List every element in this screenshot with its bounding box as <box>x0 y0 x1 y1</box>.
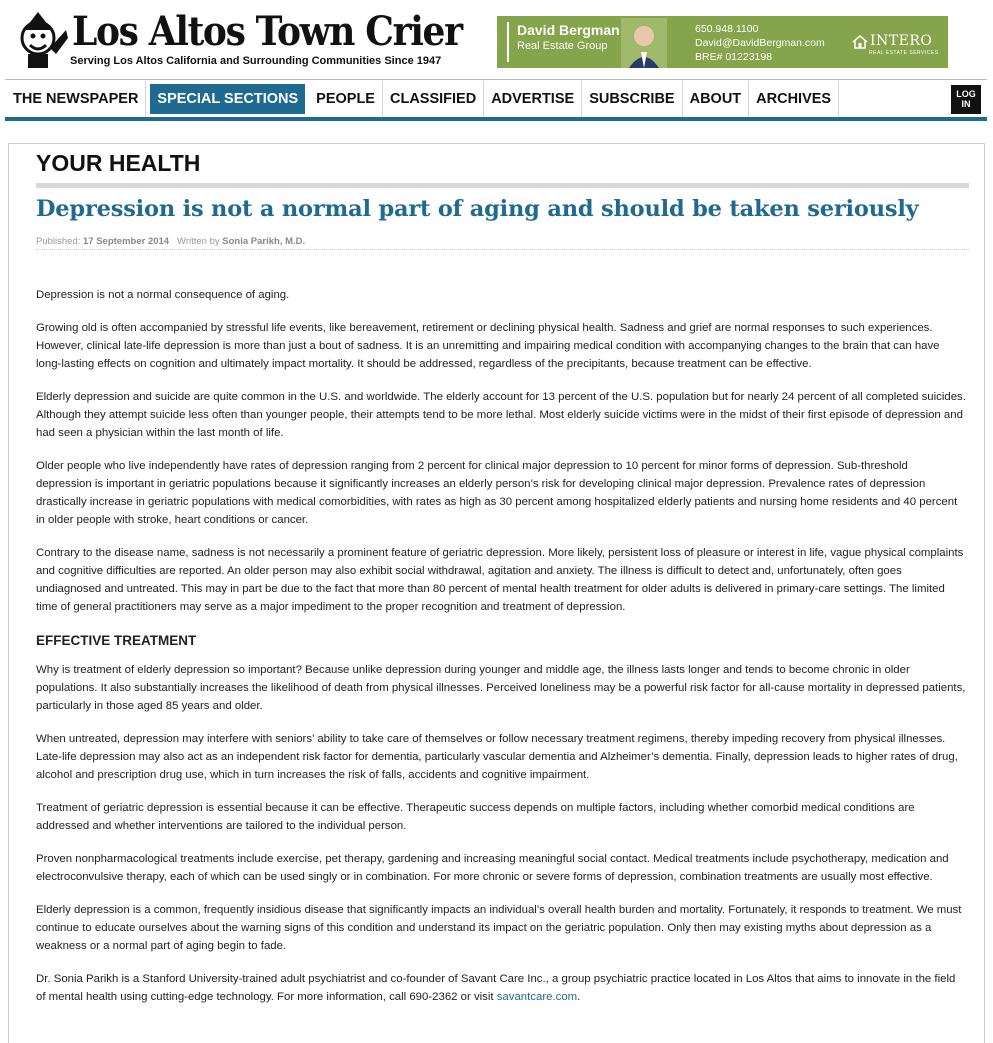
article-title[interactable]: Depression is not a normal part of aging and should be taken seriously <box>36 196 919 222</box>
nav-item-classified[interactable]: CLASSIFIED <box>383 81 484 117</box>
article-paragraph: Proven nonpharmacological treatments include exercise, pet therapy, gardening and increasing meaningful social contact. Medical treatments include psychotherapy, medication and electroconvulsive therapy, each of which can be used singly or in combination. For more chronic or severe forms of depression, combination treatments are usually most effective. <box>36 853 949 883</box>
article-author: Sonia Parikh, M.D. <box>222 236 306 247</box>
nav-list <box>6 81 839 117</box>
article-paragraph: Elderly depression and suicide are quite common in the U.S. and worldwide. The elderly account for 13 percent of the U.S. population but for nearly 24 percent of all completed suicides. Although they attempt suicide less often than younger people, their attempts tend to be more lethal. Most elderly suicide victims were in the midst of their first episode of depression and had seen a physician within the last month of life. <box>36 391 966 439</box>
article-paragraph: Depression is not a normal consequence of aging. <box>36 289 290 301</box>
site-title: Los Altos Town Crier <box>72 8 462 55</box>
ad-brand-sub: REAL ESTATE SERVICES <box>869 50 939 56</box>
article-paragraph: Growing old is often accompanied by stressful life events, like bereavement, retirement or declining physical health. Sadness and grief are normal responses to such experiences. However, clinical late-life depression is more than just a bout of sadness. It is an unremitting and impairing medical condition with accompanying changes to the brain that can have long-lasting effects on cognition and ultimately impact mortality. It should be addressed, regardless of the precipitants, because treatment can be effective. <box>36 322 940 370</box>
author-bio <box>36 970 966 1006</box>
ad-brand: INTERO <box>870 33 933 49</box>
nav-item-subscribe[interactable]: SUBSCRIBE <box>582 81 682 117</box>
written-by-label: Written by <box>177 236 220 247</box>
nav-item-about[interactable]: ABOUT <box>683 81 750 117</box>
nav-item-advertise[interactable]: ADVERTISE <box>484 81 582 117</box>
main-navigation <box>5 79 987 121</box>
ad-agent-group: Real Estate Group <box>517 40 608 52</box>
author-bio-end: . <box>577 991 581 1003</box>
login-button[interactable] <box>951 85 981 114</box>
site-tagline: Serving Los Altos California and Surrounding Communities Since 1947 <box>70 55 442 67</box>
article-meta <box>36 236 305 247</box>
article-paragraph: Older people who live independently have rates of depression ranging from 2 percent for clinical major depression to 10 percent for minor forms of depression. Sub-threshold depression is important in geriatric populations because it significantly increases an elderly person’s risk for developing clinical major depression. Prevalence rates of depression drastically increase in geriatric populations with medical comorbidities, with rates as high as 30 percent among hospitalized elderly patients and nursing home residents and 40 percent in older people with stroke, heart conditions or cancer. <box>36 460 958 526</box>
published-label: Published: <box>36 236 81 247</box>
ad-email: David@DavidBergman.com <box>695 37 825 49</box>
section-divider <box>36 183 969 188</box>
article-body <box>36 286 966 1021</box>
login-label-line2: IN <box>961 99 971 109</box>
nav-item-people[interactable]: PEOPLE <box>309 81 383 117</box>
published-date: 17 September 2014 <box>83 236 170 247</box>
article-paragraph: When untreated, depression may interfere with seniors’ ability to take care of themselves or follow necessary treatment regimens, thereby impeding recovery from physical illnesses. Late-life depression may also act as an independent risk factor for dementia, particularly vascular dementia and Alzheimer’s dementia. Finally, depression leads to higher rates of drug, alcohol and prescription drug use, which in turn increases the risk of falls, accidents and cognitive impairment. <box>36 733 958 781</box>
ad-phone: 650.948.1100 <box>695 23 759 35</box>
site-logo[interactable] <box>12 8 462 70</box>
author-bio-text: Dr. Sonia Parikh is a Stanford University-trained adult psychiatrist and co-founder of Savant Care Inc., a group psychiatric practice located in Los Altos that aims to innovate in the field of mental health using cutting-edge technology. For more information, call 690-2362 or visit <box>36 973 956 1003</box>
meta-divider <box>36 249 969 250</box>
nav-item-archives[interactable]: ARCHIVES <box>749 81 839 117</box>
article-paragraph: Treatment of geriatric depression is essential because it can be effective. Therapeutic success depends on multiple factors, including whether comorbid medical conditions are addressed and whether interventions are tailored to the individual person. <box>36 802 915 832</box>
ad-agent-name: David Bergman <box>517 22 620 38</box>
advertisement-banner[interactable] <box>497 16 948 68</box>
house-icon <box>852 34 868 50</box>
nav-item-special-sections[interactable]: SPECIAL SECTIONS <box>150 84 305 114</box>
section-title: YOUR HEALTH <box>36 150 201 176</box>
article-paragraph: Elderly depression is a common, frequently insidious disease that significantly impacts an individual’s overall health burden and mortality. Fortunately, it responds to treatment. We must continue to educate ourselves about the warning signs of this condition and understand its impact on the geriatric population. Only then may existing myths about depression as a weakness or a normal part of aging begin to fade. <box>36 904 962 952</box>
ad-name-box <box>507 22 620 62</box>
article-paragraph: Contrary to the disease name, sadness is not necessarily a prominent feature of geriatric depression. More likely, persistent loss of pleasure or interest in life, vague physical complaints and cognitive difficulties are reported. An older person may also exhibit social withdrawal, agitation and anxiety. The illness is difficult to detect and, unfortunately, often goes undiagnosed and untreated. This may in part be due to the fact that more than 80 percent of mental health treatment for older adults is delivered in primary-care settings. The limited time of general practitioners may serve as a major impediment to the proper recognition and treatment of depression. <box>36 547 964 613</box>
login-label-line1: LOG <box>956 89 976 99</box>
town-crier-mascot-icon <box>12 8 70 70</box>
subheading-effective-treatment: EFFECTIVE TREATMENT <box>36 633 197 648</box>
nav-item-the-newspaper[interactable]: THE NEWSPAPER <box>6 81 146 117</box>
savantcare-link[interactable]: savantcare.com <box>496 991 578 1003</box>
agent-photo-icon <box>621 18 667 68</box>
masthead <box>0 0 993 78</box>
ad-contact <box>695 22 825 64</box>
ad-license: BRE# 01223198 <box>695 51 773 63</box>
article-paragraph: Why is treatment of elderly depression so important? Because unlike depression during younger and middle age, the illness lasts longer and tends to become chronic in older populations. It also substantially increases the likelihood of death from physical illnesses. Perceived loneliness may be a powerful risk factor for all-cause mortality in depressed patients, particularly in those aged 85 years and older. <box>36 664 966 712</box>
